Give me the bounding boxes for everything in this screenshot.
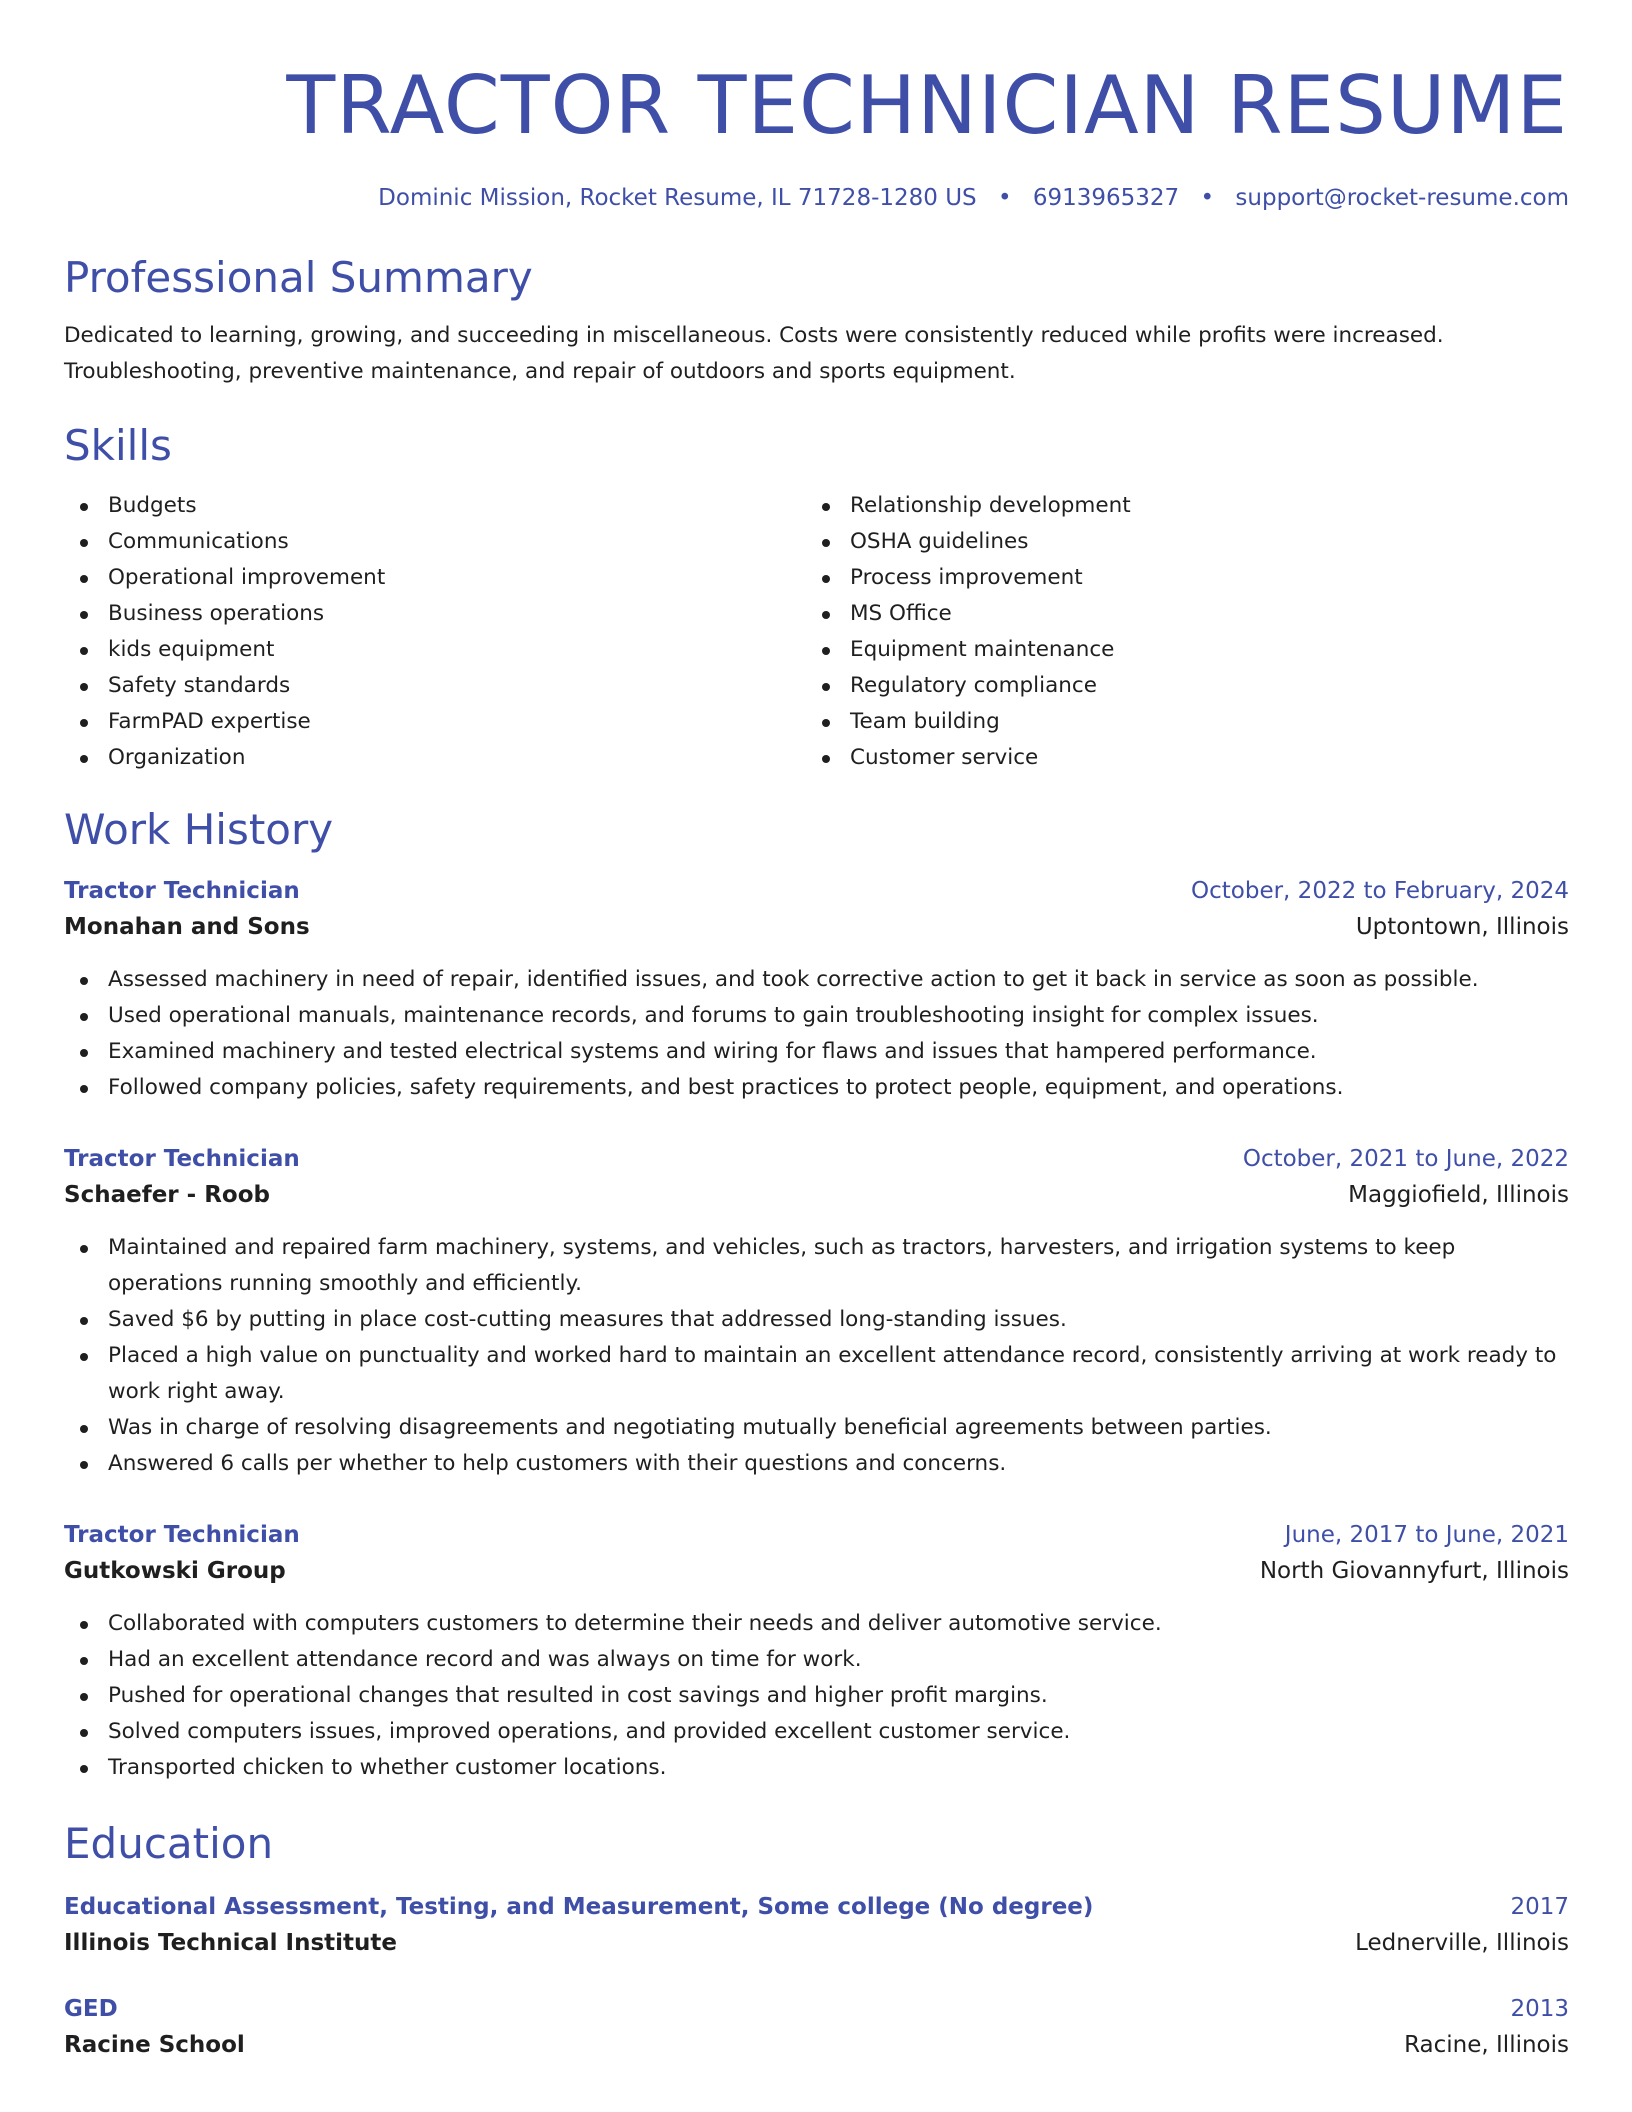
job-bullets (64, 1230, 1569, 1482)
contact-email: support@rocket-resume.com (1235, 185, 1569, 211)
job-bullet: Had an excellent attendance record and was always on time for work. (64, 1642, 1569, 1678)
education-entry (64, 1890, 1569, 1962)
skill-item: Budgets (64, 488, 806, 524)
job-bullet: Solved computers issues, improved operations, and provided excellent customer service. (64, 1714, 1569, 1750)
education-school: Racine School (64, 2032, 245, 2058)
job-bullet: Transported chicken to whether customer locations. (64, 1750, 1569, 1786)
job-bullet: Was in charge of resolving disagreements and negotiating mutually beneficial agreements between parties. (64, 1410, 1569, 1446)
contact-address: Dominic Mission, Rocket Resume, IL 71728-1280 US (378, 185, 977, 211)
skill-item: Operational improvement (64, 560, 806, 596)
job-title: Tractor Technician (64, 1522, 300, 1548)
job-bullet: Assessed machinery in need of repair, identified issues, and took corrective action to get it back in service as soon as possible. (64, 962, 1569, 998)
job-dates: June, 2017 to June, 2021 (1284, 1522, 1569, 1548)
education-entry (64, 1992, 1569, 2064)
skills-heading: Skills (64, 421, 172, 470)
skill-item: Team building (806, 704, 1548, 740)
skill-item: Safety standards (64, 668, 806, 704)
contact-separator: • (997, 185, 1012, 211)
skills-list (64, 488, 1569, 776)
skill-item: Business operations (64, 596, 806, 632)
summary-heading: Professional Summary (64, 253, 533, 302)
skill-item: kids equipment (64, 632, 806, 668)
skill-item: Organization (64, 740, 806, 776)
job-dates: October, 2021 to June, 2022 (1242, 1146, 1569, 1172)
job-bullet: Collaborated with computers customers to determine their needs and deliver automotive service. (64, 1606, 1569, 1642)
summary-text: Dedicated to learning, growing, and succeeding in miscellaneous. Costs were consistently reduced while profits were increased. Troubleshooting, preventive maintenance, and repair of outdoors and sports equipment. (64, 323, 1444, 384)
job-entry (64, 874, 1569, 1106)
education-location: Racine, Illinois (1404, 2032, 1569, 2058)
job-entry (64, 1518, 1569, 1786)
work-history-heading: Work History (64, 805, 334, 854)
contact-phone: 6913965327 (1032, 185, 1180, 211)
skill-item: Communications (64, 524, 806, 560)
skill-item: Process improvement (806, 560, 1548, 596)
education-heading: Education (64, 1819, 274, 1868)
job-bullet: Followed company policies, safety requirements, and best practices to protect people, equipment, and operations. (64, 1070, 1569, 1106)
skill-item: Regulatory compliance (806, 668, 1548, 704)
job-company: Gutkowski Group (64, 1558, 286, 1584)
skill-item: Equipment maintenance (806, 632, 1548, 668)
skill-item: FarmPAD expertise (64, 704, 806, 740)
job-title: Tractor Technician (64, 878, 300, 904)
skill-item: MS Office (806, 596, 1548, 632)
job-bullet: Maintained and repaired farm machinery, systems, and vehicles, such as tractors, harvesters, and irrigation systems to keep operations running smoothly and efficiently. (64, 1230, 1569, 1302)
skills-column-left (64, 488, 806, 776)
skill-item: Relationship development (806, 488, 1548, 524)
job-bullets (64, 1606, 1569, 1786)
job-entry (64, 1142, 1569, 1482)
job-company: Schaefer - Roob (64, 1182, 270, 1208)
job-location: Maggiofield, Illinois (1348, 1182, 1569, 1208)
contact-separator: • (1200, 185, 1215, 211)
job-location: Uptontown, Illinois (1355, 914, 1569, 940)
job-bullet: Saved $6 by putting in place cost-cutting measures that addressed long-standing issues. (64, 1302, 1569, 1338)
skill-item: Customer service (806, 740, 1548, 776)
job-dates: October, 2022 to February, 2024 (1191, 878, 1569, 904)
resume-title: TRACTOR TECHNICIAN RESUME (286, 59, 1568, 152)
job-title: Tractor Technician (64, 1146, 300, 1172)
job-bullet: Placed a high value on punctuality and worked hard to maintain an excellent attendance record, consistently arriving at work ready to work right away. (64, 1338, 1569, 1410)
education-year: 2013 (1510, 1996, 1569, 2022)
job-bullet: Answered 6 calls per whether to help customers with their questions and concerns. (64, 1446, 1569, 1482)
job-bullet: Examined machinery and tested electrical systems and wiring for flaws and issues that hampered performance. (64, 1034, 1569, 1070)
education-degree: Educational Assessment, Testing, and Measurement, Some college (No degree) (64, 1894, 1094, 1920)
education-degree: GED (64, 1996, 118, 2022)
contact-line (64, 182, 1569, 214)
education-year: 2017 (1510, 1894, 1569, 1920)
skill-item: OSHA guidelines (806, 524, 1548, 560)
education-school: Illinois Technical Institute (64, 1930, 397, 1956)
education-location: Lednerville, Illinois (1355, 1930, 1569, 1956)
job-bullets (64, 962, 1569, 1106)
job-bullet: Pushed for operational changes that resulted in cost savings and higher profit margins. (64, 1678, 1569, 1714)
job-bullet: Used operational manuals, maintenance records, and forums to gain troubleshooting insight for complex issues. (64, 998, 1569, 1034)
job-company: Monahan and Sons (64, 914, 310, 940)
job-location: North Giovannyfurt, Illinois (1259, 1558, 1569, 1584)
skills-column-right (806, 488, 1548, 776)
